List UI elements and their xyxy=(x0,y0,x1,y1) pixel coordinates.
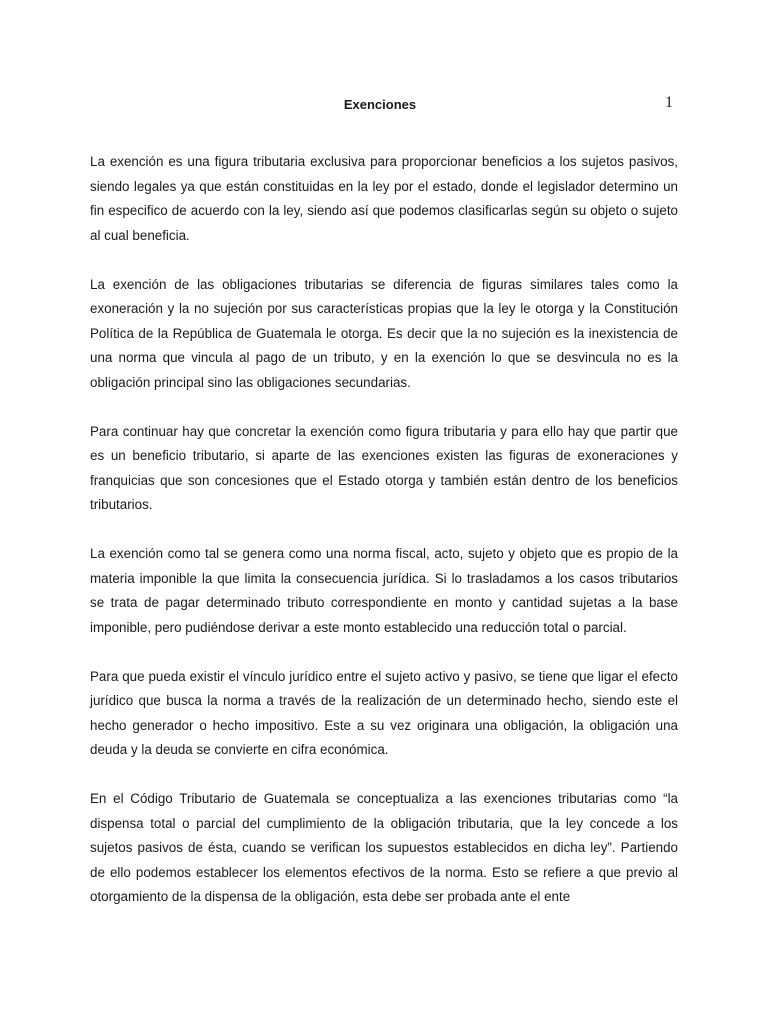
paragraph: La exención como tal se genera como una norma fiscal, acto, sujeto y objeto que es propio de la materia imponible la que limita la consecuencia jurídica. Si lo trasladamos a los casos tributarios se trata de pagar determinado tributo correspondiente en monto y cantidad sujetas a la base imponible, pero pudiéndose derivar a este monto establecido una reducción total o parcial. xyxy=(90,546,678,635)
paragraph: La exención de las obligaciones tributarias se diferencia de figuras similares tales como la exoneración y la no sujeción por sus características propias que la ley le otorga y la Constitución Política de la República de Guatemala le otorga. Es decir que la no sujeción es la inexistencia de una norma que vincula al pago de un tributo, y en la exención lo que se desvincula no es la obligación principal sino las obligaciones secundarias. xyxy=(90,276,678,390)
page-number: 1 xyxy=(665,94,673,111)
paragraph: La exención es una figura tributaria exclusiva para proporcionar beneficios a los sujetos pasivos, siendo legales ya que están constituidas en la ley por el estado, donde el legislador determino un fin especifico de acuerdo con la ley, siendo así que podemos clasificarlas según su objeto o sujeto al cual beneficia. xyxy=(90,154,678,243)
document-body xyxy=(90,150,678,934)
document-title: Exenciones xyxy=(343,97,417,112)
paragraph: En el Código Tributario de Guatemala se conceptualiza a las exenciones tributarias como “la dispensa total o parcial del cumplimiento de la obligación tributaria, que la ley concede a los sujetos pasivos de ésta, cuando se verifican los supuestos establecidos en dicha ley”. Partiendo de ello podemos establecer los elementos efectivos de la norma. Esto se refiere a que previo al otorgamiento de la dispensa de la obligación, esta debe ser probada ante el ente xyxy=(90,791,678,904)
paragraph: Para continuar hay que concretar la exención como figura tributaria y para ello hay que partir que es un beneficio tributario, si aparte de las exenciones existen las figuras de exoneraciones y franquicias que son concesiones que el Estado otorga y también están dentro de los beneficios tributarios. xyxy=(90,423,678,512)
paragraph: Para que pueda existir el vínculo jurídico entre el sujeto activo y pasivo, se tiene que ligar el efecto jurídico que busca la norma a través de la realización de un determinado hecho, siendo este el hecho generador o hecho impositivo. Este a su vez originara una obligación, la obligación una deuda y la deuda se convierte en cifra económica. xyxy=(90,668,678,757)
